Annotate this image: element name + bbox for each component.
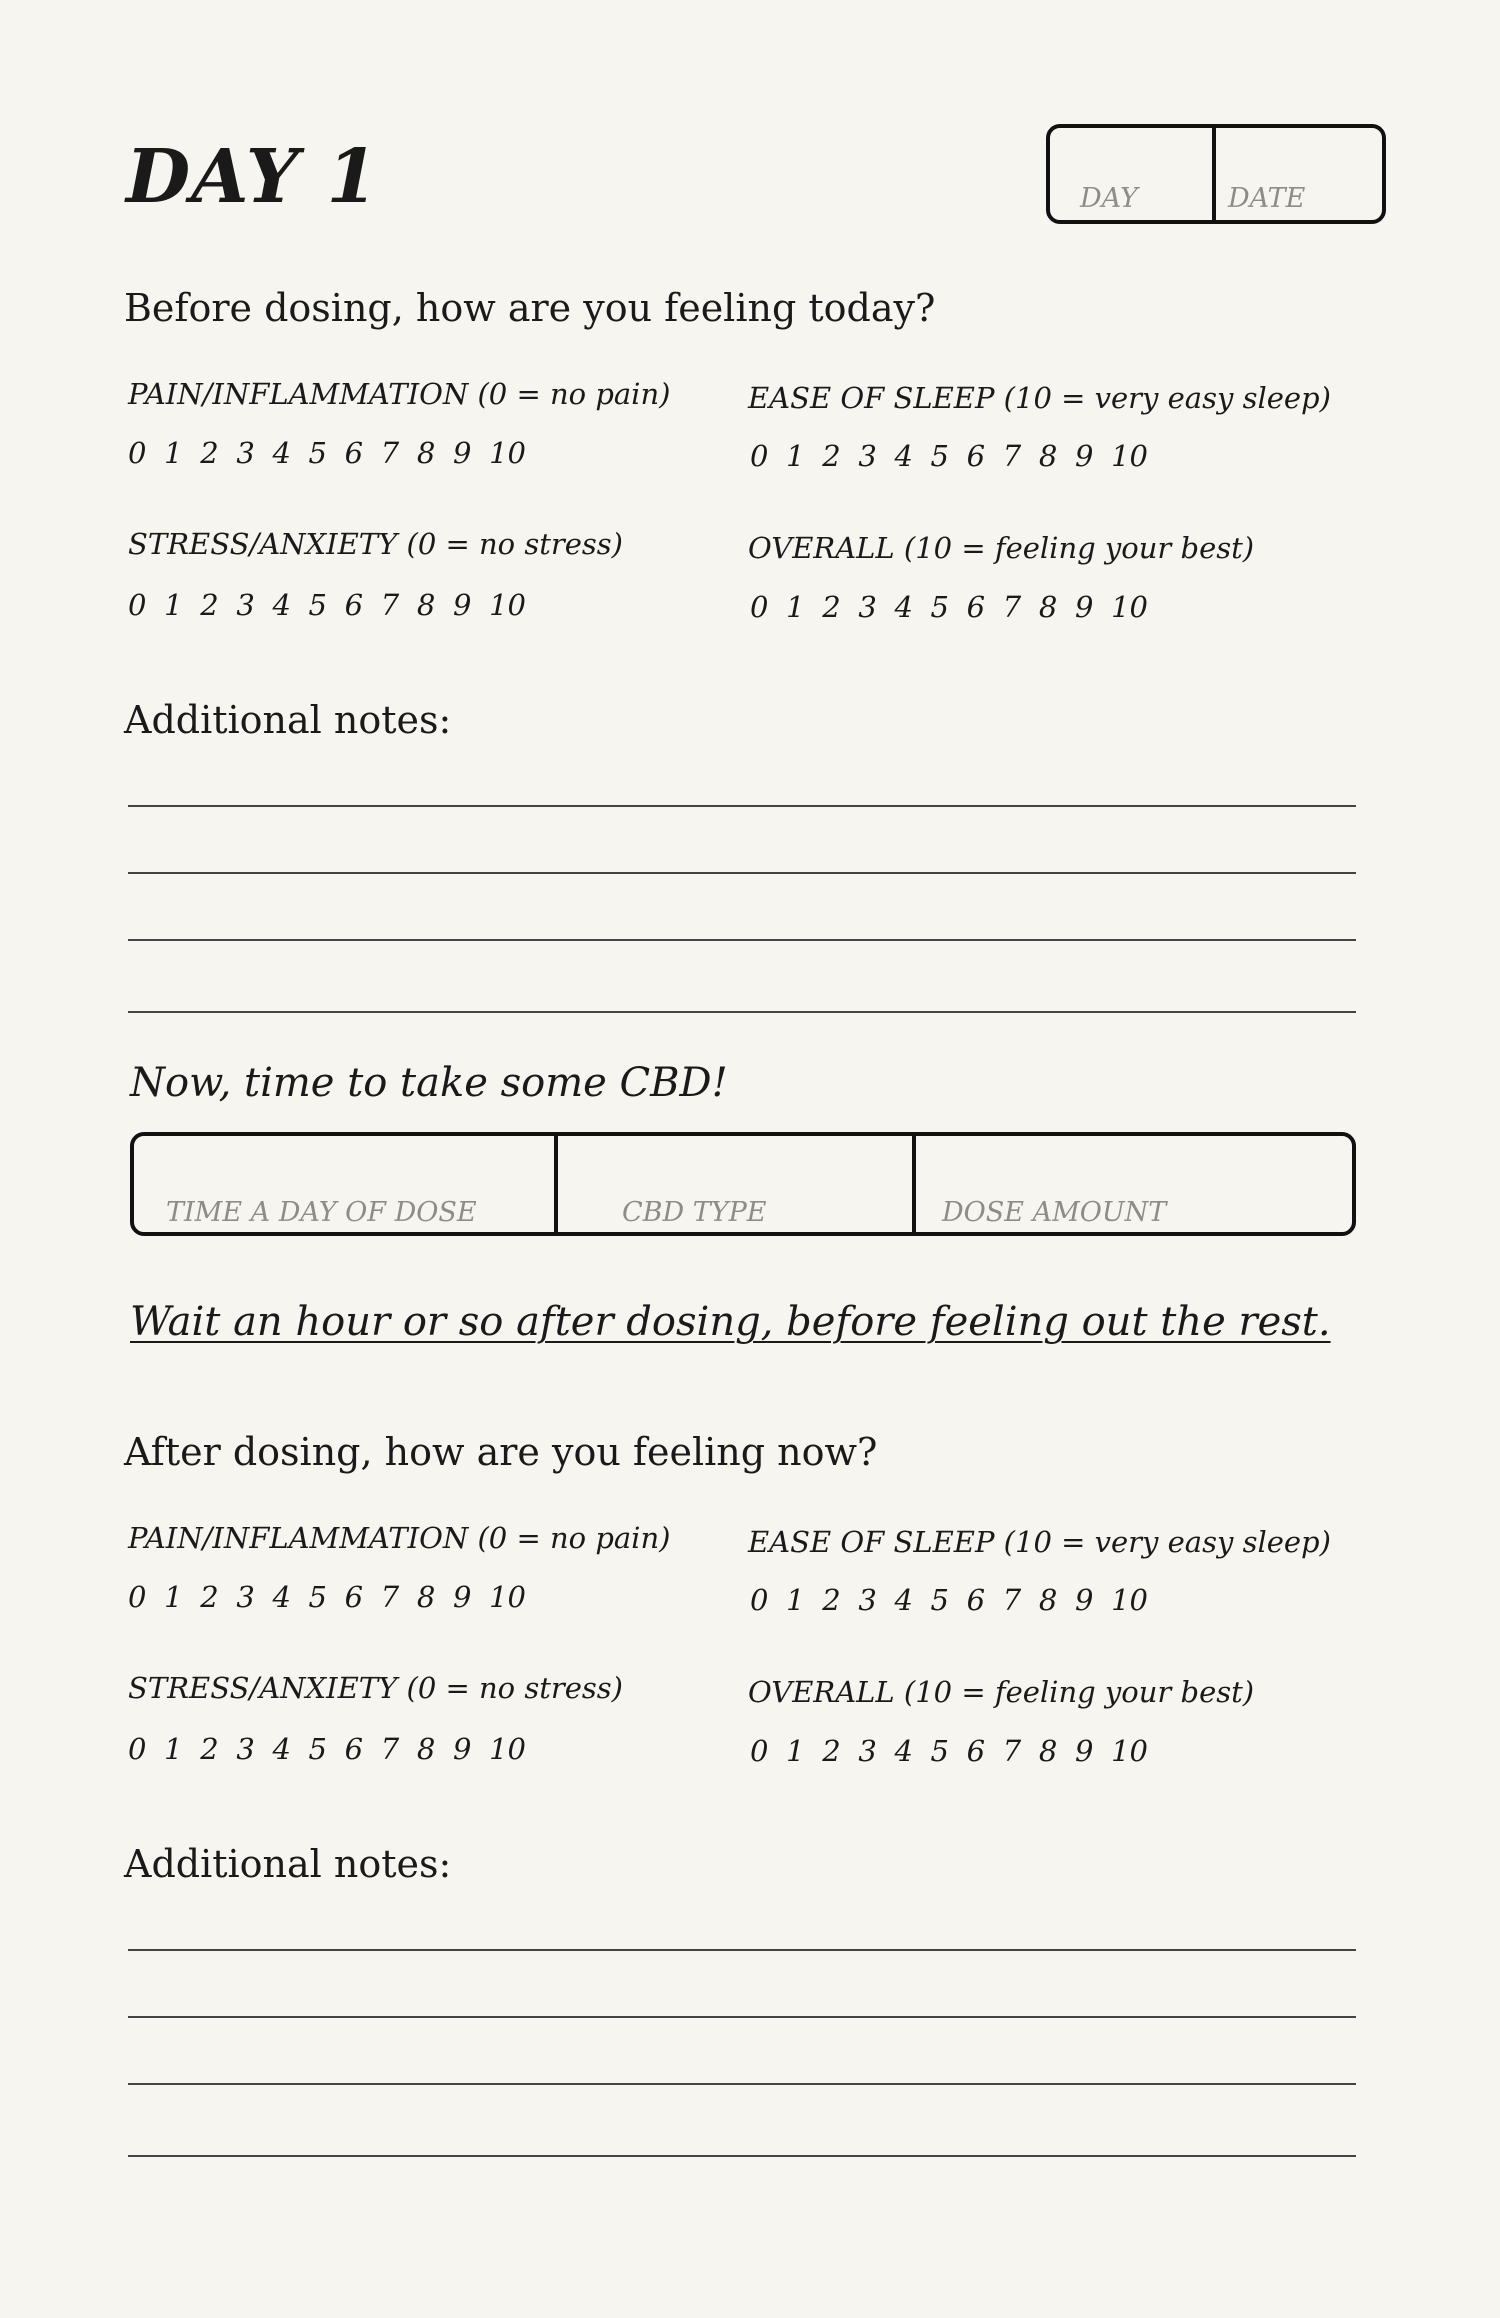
scale-number[interactable]: 9	[452, 1580, 472, 1614]
scale-number[interactable]: 7	[380, 1580, 400, 1614]
scale-number[interactable]: 1	[164, 1580, 183, 1614]
dose-heading: Now, time to take some CBD!	[130, 1060, 728, 1106]
scale-number[interactable]: 6	[344, 1732, 364, 1766]
after-notes-line[interactable]	[128, 2083, 1356, 2085]
scale-number[interactable]: 0	[750, 1583, 769, 1617]
day-date-box	[1046, 124, 1386, 224]
scale-number[interactable]: 5	[308, 1580, 327, 1614]
scale-number[interactable]: 5	[930, 1583, 949, 1617]
before-notes-line[interactable]	[128, 872, 1356, 874]
scale-number[interactable]: 6	[966, 1583, 986, 1617]
scale-number[interactable]: 9	[1074, 1583, 1094, 1617]
scale-number[interactable]: 0	[128, 588, 147, 622]
scale-number[interactable]: 4	[894, 439, 913, 473]
time-of-dose-label: TIME A DAY OF DOSE	[166, 1197, 477, 1228]
scale-number[interactable]: 10	[489, 1732, 526, 1766]
scale-number[interactable]: 8	[1038, 1734, 1058, 1768]
scale-number[interactable]: 0	[750, 439, 769, 473]
scale-number[interactable]: 0	[750, 590, 769, 624]
dose-amount-field[interactable]	[912, 1136, 1352, 1232]
scale-number[interactable]: 0	[128, 436, 147, 470]
scale-number[interactable]: 7	[380, 436, 400, 470]
before-sleep-label: EASE OF SLEEP (10 = very easy sleep)	[748, 381, 1331, 415]
scale-number[interactable]: 2	[200, 588, 219, 622]
cbd-type-field[interactable]	[554, 1136, 912, 1232]
dose-amount-label: DOSE AMOUNT	[942, 1197, 1167, 1228]
scale-number[interactable]: 7	[1002, 590, 1022, 624]
scale-number[interactable]: 10	[1111, 590, 1148, 624]
scale-number[interactable]: 8	[416, 1732, 436, 1766]
before-question: Before dosing, how are you feeling today?	[124, 286, 936, 330]
scale-number[interactable]: 4	[894, 590, 913, 624]
scale-number[interactable]: 1	[164, 588, 183, 622]
scale-number[interactable]: 3	[858, 439, 877, 473]
time-of-dose-field[interactable]	[134, 1136, 554, 1232]
wait-instruction: Wait an hour or so after dosing, before feeling out the rest.	[130, 1299, 1331, 1345]
scale-number[interactable]: 2	[200, 1580, 219, 1614]
scale-number[interactable]: 5	[930, 1734, 949, 1768]
scale-number[interactable]: 4	[272, 436, 291, 470]
scale-number[interactable]: 5	[930, 590, 949, 624]
after-overall-scale[interactable]	[750, 1733, 1148, 1769]
scale-number[interactable]: 9	[1074, 590, 1094, 624]
scale-number[interactable]: 0	[750, 1734, 769, 1768]
scale-number[interactable]: 2	[200, 436, 219, 470]
after-sleep-label: EASE OF SLEEP (10 = very easy sleep)	[748, 1525, 1331, 1559]
scale-number[interactable]: 6	[966, 1734, 986, 1768]
scale-number[interactable]: 5	[308, 436, 327, 470]
scale-number[interactable]: 2	[822, 590, 841, 624]
scale-number[interactable]: 9	[452, 588, 472, 622]
scale-number[interactable]: 8	[1038, 1583, 1058, 1617]
scale-number[interactable]: 3	[858, 1583, 877, 1617]
scale-number[interactable]: 9	[452, 1732, 472, 1766]
scale-number[interactable]: 8	[1038, 439, 1058, 473]
scale-number[interactable]: 7	[1002, 439, 1022, 473]
before-overall-label: OVERALL (10 = feeling your best)	[748, 531, 1255, 565]
before-notes-line[interactable]	[128, 1011, 1356, 1013]
scale-number[interactable]: 6	[344, 1580, 364, 1614]
scale-number[interactable]: 5	[308, 1732, 327, 1766]
scale-number[interactable]: 1	[164, 436, 183, 470]
before-pain-label: PAIN/INFLAMMATION (0 = no pain)	[128, 377, 671, 411]
scale-number[interactable]: 8	[416, 1580, 436, 1614]
scale-number[interactable]: 4	[894, 1583, 913, 1617]
scale-number[interactable]: 8	[416, 588, 436, 622]
before-notes-line[interactable]	[128, 939, 1356, 941]
scale-number[interactable]: 10	[1111, 1734, 1148, 1768]
after-pain-label: PAIN/INFLAMMATION (0 = no pain)	[128, 1521, 671, 1555]
cbd-type-label: CBD TYPE	[622, 1197, 767, 1228]
before-pain-scale[interactable]	[128, 435, 526, 471]
scale-number[interactable]: 8	[416, 436, 436, 470]
scale-number[interactable]: 7	[380, 1732, 400, 1766]
page-title: DAY 1	[126, 134, 379, 220]
scale-number[interactable]: 3	[236, 1732, 255, 1766]
scale-number[interactable]: 2	[822, 1734, 841, 1768]
after-notes-line[interactable]	[128, 2016, 1356, 2018]
dose-box	[130, 1132, 1356, 1236]
scale-number[interactable]: 2	[822, 1583, 841, 1617]
scale-number[interactable]: 6	[966, 590, 986, 624]
scale-number[interactable]: 5	[308, 588, 327, 622]
after-stress-label: STRESS/ANXIETY (0 = no stress)	[128, 1671, 623, 1705]
scale-number[interactable]: 2	[822, 439, 841, 473]
scale-number[interactable]: 3	[858, 590, 877, 624]
scale-number[interactable]: 10	[1111, 439, 1148, 473]
scale-number[interactable]: 7	[380, 588, 400, 622]
scale-number[interactable]: 3	[236, 588, 255, 622]
scale-number[interactable]: 2	[200, 1732, 219, 1766]
scale-number[interactable]: 1	[786, 590, 805, 624]
scale-number[interactable]: 6	[966, 439, 986, 473]
before-notes-line[interactable]	[128, 805, 1356, 807]
scale-number[interactable]: 7	[1002, 1734, 1022, 1768]
scale-number[interactable]: 0	[128, 1732, 147, 1766]
after-question: After dosing, how are you feeling now?	[124, 1430, 878, 1474]
scale-number[interactable]: 1	[786, 439, 805, 473]
scale-number[interactable]: 1	[164, 1732, 183, 1766]
scale-number[interactable]: 3	[236, 1580, 255, 1614]
scale-number[interactable]: 3	[858, 1734, 877, 1768]
scale-number[interactable]: 3	[236, 436, 255, 470]
after-overall-label: OVERALL (10 = feeling your best)	[748, 1675, 1255, 1709]
after-notes-label: Additional notes:	[124, 1842, 452, 1886]
before-stress-scale[interactable]	[128, 587, 526, 623]
scale-number[interactable]: 5	[930, 439, 949, 473]
after-pain-scale[interactable]	[128, 1579, 526, 1615]
scale-number[interactable]: 6	[344, 436, 364, 470]
scale-number[interactable]: 9	[452, 436, 472, 470]
scale-number[interactable]: 1	[786, 1734, 805, 1768]
scale-number[interactable]: 10	[489, 436, 526, 470]
before-overall-scale[interactable]	[750, 589, 1148, 625]
after-stress-scale[interactable]	[128, 1731, 526, 1767]
scale-number[interactable]: 8	[1038, 590, 1058, 624]
scale-number[interactable]: 1	[786, 1583, 805, 1617]
scale-number[interactable]: 6	[344, 588, 364, 622]
scale-number[interactable]: 0	[128, 1580, 147, 1614]
scale-number[interactable]: 4	[272, 588, 291, 622]
before-sleep-scale[interactable]	[750, 438, 1148, 474]
after-sleep-scale[interactable]	[750, 1582, 1148, 1618]
day-field-label: DAY	[1080, 183, 1138, 214]
scale-number[interactable]: 10	[1111, 1583, 1148, 1617]
scale-number[interactable]: 4	[272, 1732, 291, 1766]
scale-number[interactable]: 7	[1002, 1583, 1022, 1617]
scale-number[interactable]: 4	[894, 1734, 913, 1768]
before-notes-label: Additional notes:	[124, 698, 452, 742]
after-notes-line[interactable]	[128, 2155, 1356, 2157]
scale-number[interactable]: 4	[272, 1580, 291, 1614]
day-field[interactable]	[1050, 128, 1212, 220]
scale-number[interactable]: 9	[1074, 1734, 1094, 1768]
after-notes-line[interactable]	[128, 1949, 1356, 1951]
scale-number[interactable]: 9	[1074, 439, 1094, 473]
before-stress-label: STRESS/ANXIETY (0 = no stress)	[128, 527, 623, 561]
date-field[interactable]	[1212, 128, 1382, 220]
scale-number[interactable]: 10	[489, 1580, 526, 1614]
date-field-label: DATE	[1228, 183, 1306, 214]
scale-number[interactable]: 10	[489, 588, 526, 622]
